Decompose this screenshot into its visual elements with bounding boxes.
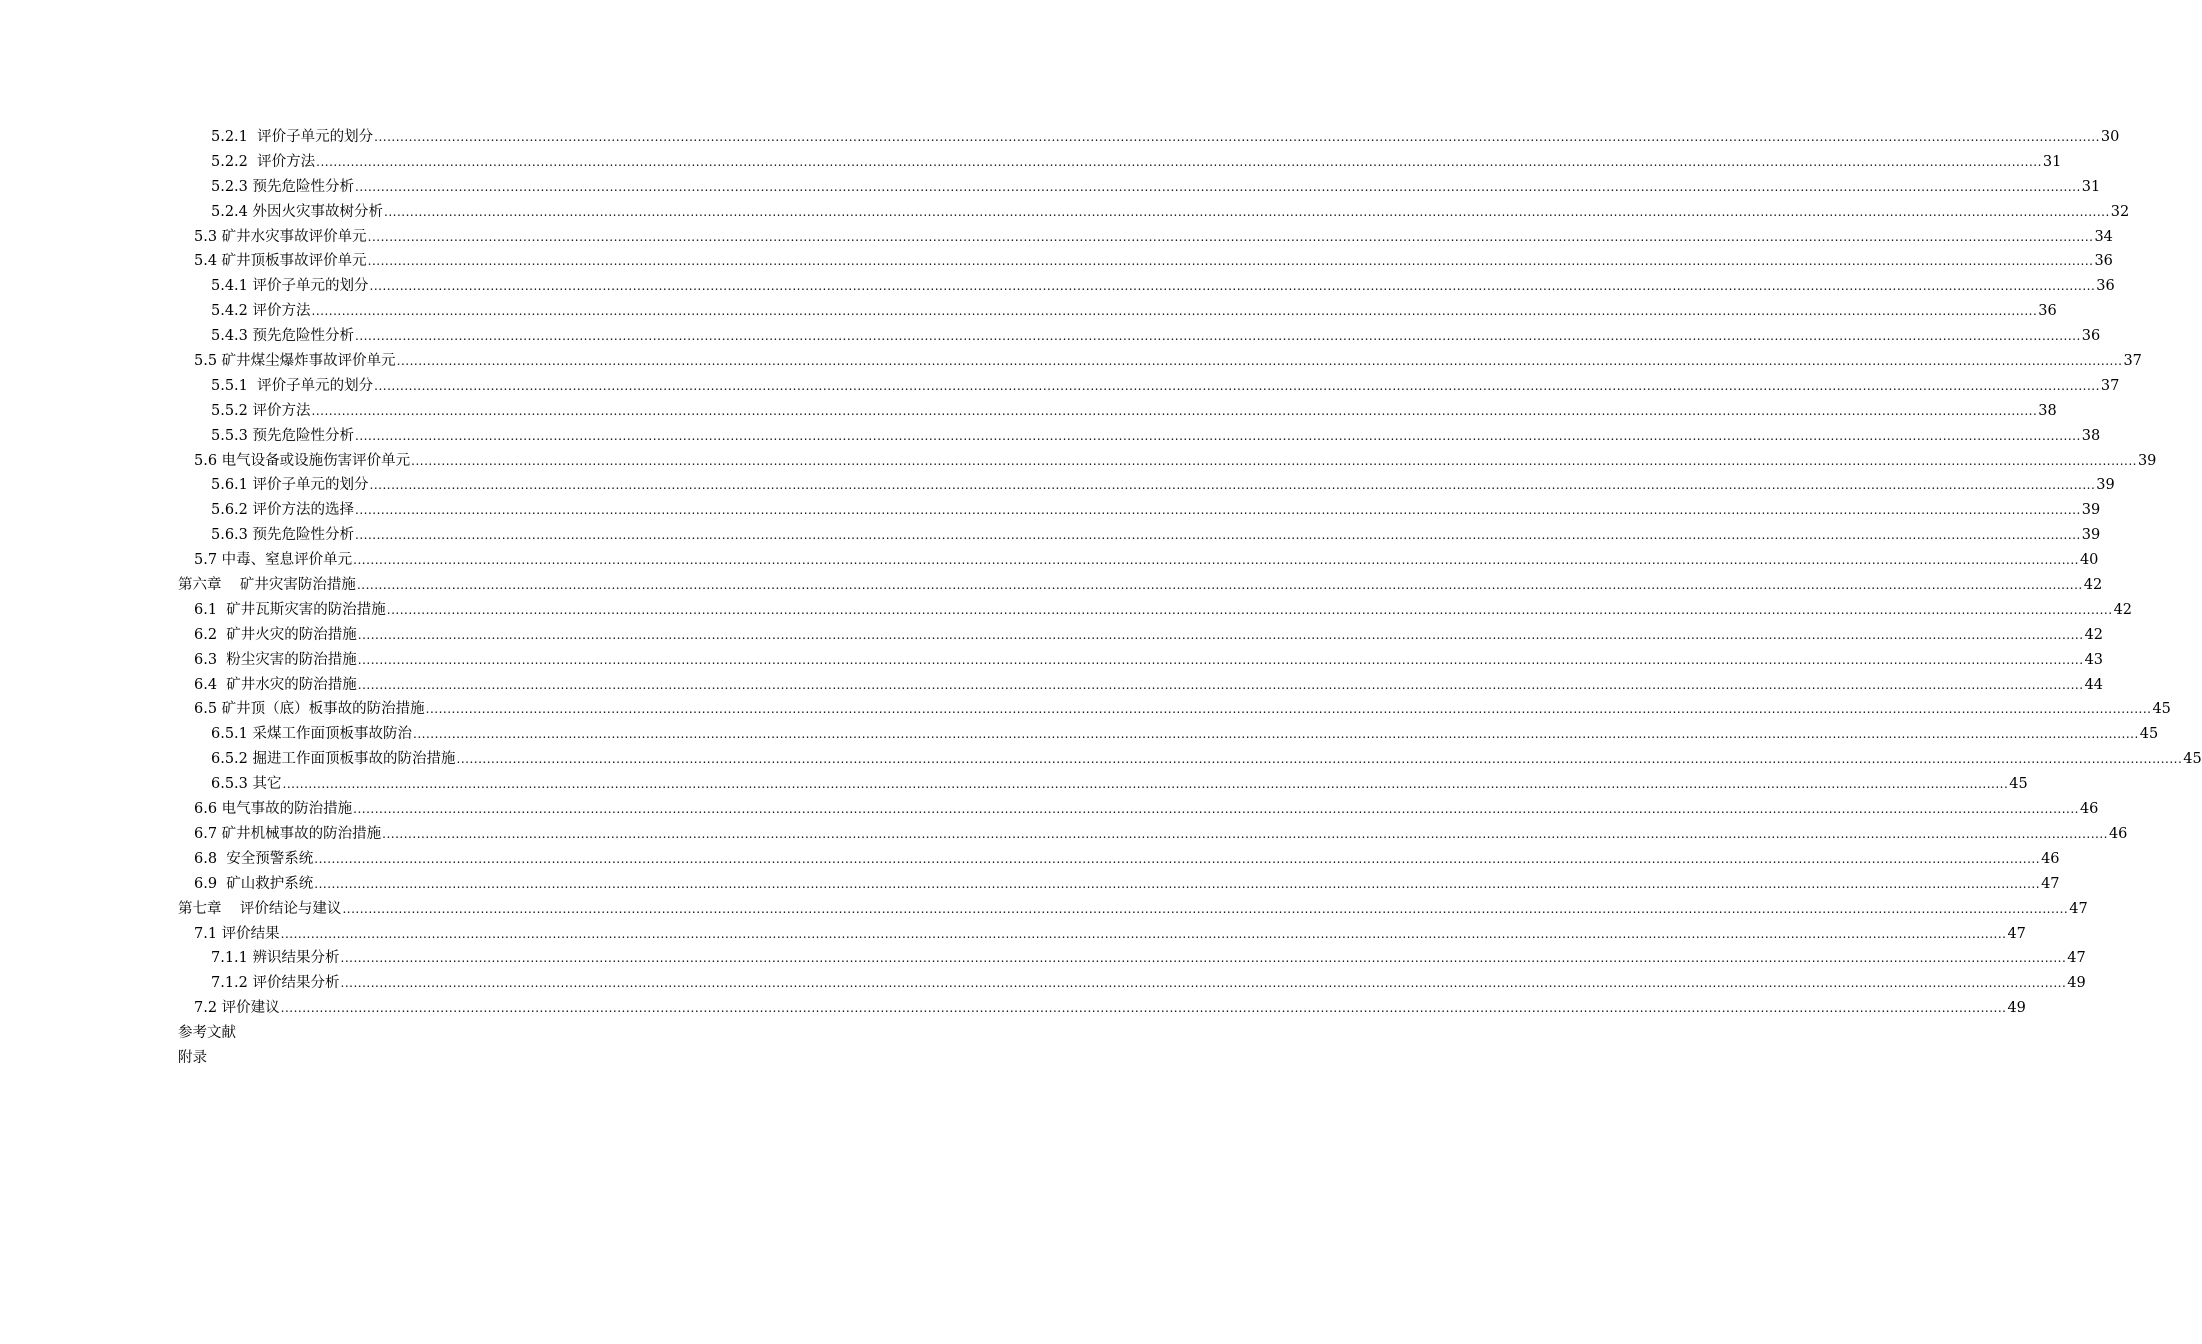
toc-entry-line (211, 125, 2120, 150)
toc-entry[interactable] (0, 175, 2101, 200)
toc-entry[interactable] (0, 847, 2060, 872)
toc-entry-title: 5.6.1 评价子单元的划分 (211, 477, 369, 494)
toc-dot-leader: ................................................................................................................................................................................................................................................................................................................................................................................................................ (355, 179, 2081, 194)
toc-entry-title: 附录 (178, 1049, 207, 1066)
toc-dot-leader: ................................................................................................................................................................................................................................................................................................................................................................................................................ (382, 826, 2108, 841)
toc-dot-leader: ................................................................................................................................................................................................................................................................................................................................................................................................................ (311, 304, 2038, 319)
toc-entry-title: 5.4.1 评价子单元的划分 (211, 278, 369, 295)
toc-entry-page-number: 49 (2067, 975, 2086, 992)
toc-entry-line (194, 648, 2104, 673)
toc-dot-leader: ................................................................................................................................................................................................................................................................................................................................................................................................................ (456, 752, 2183, 767)
toc-entry-title: 6.4 矿井水灾的防治措施 (194, 676, 357, 693)
toc-entry-line (178, 573, 2103, 598)
toc-entry[interactable] (0, 299, 2057, 324)
toc-dot-leader: ................................................................................................................................................................................................................................................................................................................................................................................................................ (282, 777, 2009, 792)
toc-entry-line (194, 822, 2128, 847)
toc-entry-title: 7.2 评价建议 (194, 1000, 280, 1017)
table-of-contents (0, 125, 2202, 1071)
toc-entry-title: 6.9 矿山救护系统 (194, 875, 314, 892)
toc-entry-line (211, 747, 2202, 772)
toc-entry-page-number: 45 (2183, 751, 2202, 768)
toc-entry-title: 第七章 评价结论与建议 (178, 900, 342, 917)
toc-entry-page-number: 31 (2042, 153, 2062, 170)
toc-entry-line (194, 349, 2142, 374)
toc-dot-leader: ................................................................................................................................................................................................................................................................................................................................................................................................................ (355, 329, 2081, 344)
toc-dot-leader: ................................................................................................................................................................................................................................................................................................................................................................................................................ (357, 652, 2084, 667)
toc-entry[interactable] (0, 125, 2120, 150)
toc-entry-page-number: 36 (2096, 278, 2115, 295)
toc-entry-line (194, 673, 2104, 698)
toc-entry-title: 6.5.2 掘进工作面顶板事故的防治措施 (211, 751, 456, 768)
toc-entry-page-number: 39 (2081, 527, 2101, 544)
toc-entry-title: 6.3 粉尘灾害的防治措施 (194, 651, 357, 668)
toc-entry-line (211, 473, 2115, 498)
toc-dot-leader: ................................................................................................................................................................................................................................................................................................................................................................................................................ (353, 802, 2079, 817)
toc-entry-page-number: 42 (2113, 601, 2133, 618)
toc-entry[interactable] (0, 897, 2088, 922)
toc-entry-page-number: 37 (2123, 353, 2142, 370)
toc-entry-line (211, 946, 2086, 971)
toc-entry-line (211, 498, 2101, 523)
toc-entry-line (194, 872, 2060, 897)
toc-entry[interactable] (0, 374, 2120, 399)
toc-entry[interactable] (0, 523, 2101, 548)
toc-entry-title: 5.5 矿井煤尘爆炸事故评价单元 (194, 353, 396, 370)
toc-entry-title: 7.1 评价结果 (194, 925, 280, 942)
toc-entry[interactable] (0, 249, 2113, 274)
toc-dot-leader: ................................................................................................................................................................................................................................................................................................................................................................................................................ (411, 453, 2137, 468)
toc-entry-title: 5.5.2 评价方法 (211, 402, 311, 419)
toc-entry-line (211, 374, 2120, 399)
toc-entry-page-number: 45 (2139, 726, 2159, 743)
toc-dot-leader: ................................................................................................................................................................................................................................................................................................................................................................................................................ (386, 602, 2113, 617)
toc-entry-title: 6.5.1 采煤工作面顶板事故防治 (211, 726, 413, 743)
toc-dot-leader: ................................................................................................................................................................................................................................................................................................................................................................................................................ (374, 130, 2100, 144)
toc-dot-leader: ................................................................................................................................................................................................................................................................................................................................................................................................................ (342, 901, 2069, 916)
toc-entry-unnumbered[interactable] (0, 1046, 950, 1071)
toc-entry-page-number: 43 (2084, 651, 2104, 668)
toc-entry-page-number: 46 (2108, 825, 2128, 842)
toc-entry-title: 6.8 安全预警系统 (194, 850, 314, 867)
toc-dot-leader: ................................................................................................................................................................................................................................................................................................................................................................................................................ (413, 727, 2139, 742)
toc-entry-line (194, 623, 2104, 648)
toc-dot-leader: ................................................................................................................................................................................................................................................................................................................................................................................................................ (357, 677, 2084, 692)
toc-entry-line (178, 897, 2088, 922)
toc-entry-line (194, 996, 2026, 1021)
toc-entry-line (211, 150, 2062, 175)
toc-entry-page-number: 39 (2081, 502, 2101, 519)
toc-entry-line (194, 249, 2113, 274)
toc-entry-line (194, 548, 2099, 573)
toc-entry-page-number: 31 (2081, 178, 2101, 195)
toc-entry[interactable] (0, 722, 2159, 747)
toc-entry-page-number: 40 (2079, 552, 2099, 569)
toc-dot-leader: ................................................................................................................................................................................................................................................................................................................................................................................................................ (369, 279, 2096, 294)
toc-entry[interactable] (0, 772, 2028, 797)
toc-entry-title: 5.5.1 评价子单元的划分 (211, 377, 374, 394)
toc-dot-leader: ................................................................................................................................................................................................................................................................................................................................................................................................................ (316, 154, 2042, 169)
toc-entry-page-number: 30 (2100, 129, 2120, 145)
toc-entry-page-number: 32 (2110, 203, 2130, 220)
toc-dot-leader: ................................................................................................................................................................................................................................................................................................................................................................................................................ (355, 503, 2081, 518)
toc-entry[interactable] (0, 648, 2104, 673)
toc-entry-page-number: 47 (2007, 925, 2026, 942)
toc-entry-page-number: 45 (2009, 776, 2028, 793)
toc-dot-leader: ................................................................................................................................................................................................................................................................................................................................................................................................................ (340, 976, 2067, 991)
toc-entry[interactable] (0, 150, 2062, 175)
toc-entry-title: 6.7 矿井机械事故的防治措施 (194, 825, 382, 842)
toc-entry[interactable] (0, 424, 2101, 449)
toc-dot-leader: ................................................................................................................................................................................................................................................................................................................................................................................................................ (355, 428, 2081, 443)
toc-entry-page-number: 39 (2137, 452, 2157, 469)
toc-entry[interactable] (0, 872, 2060, 897)
toc-entry[interactable] (0, 623, 2104, 648)
toc-entry-page-number: 45 (2152, 701, 2171, 718)
toc-entry[interactable] (0, 274, 2115, 299)
toc-entry-title: 5.2.2 评价方法 (211, 153, 316, 170)
toc-entry[interactable] (0, 225, 2113, 250)
toc-dot-leader: ................................................................................................................................................................................................................................................................................................................................................................................................................ (425, 702, 2152, 717)
toc-entry-line (194, 598, 2133, 623)
toc-entry-line (211, 424, 2101, 449)
toc-entry-title: 6.1 矿井瓦斯灾害的防治措施 (194, 601, 386, 618)
toc-entry[interactable] (0, 399, 2057, 424)
toc-entry-line (211, 772, 2028, 797)
toc-entry[interactable] (0, 673, 2104, 698)
toc-entry[interactable] (0, 548, 2099, 573)
toc-entry-title: 6.6 电气事故的防治措施 (194, 801, 353, 818)
toc-entry[interactable] (0, 349, 2142, 374)
toc-entry[interactable] (0, 946, 2086, 971)
toc-entry[interactable] (0, 822, 2128, 847)
toc-entry-line (178, 1021, 236, 1046)
toc-entry[interactable] (0, 449, 2157, 474)
toc-dot-leader: ................................................................................................................................................................................................................................................................................................................................................................................................................ (280, 926, 2007, 941)
toc-entry-page-number: 42 (2084, 626, 2104, 643)
toc-entry[interactable] (0, 324, 2101, 349)
toc-entry-line (194, 449, 2157, 474)
toc-entry-title: 5.6 电气设备或设施伤害评价单元 (194, 452, 411, 469)
toc-entry-line (194, 847, 2060, 872)
toc-entry-page-number: 34 (2094, 228, 2113, 245)
toc-dot-leader: ................................................................................................................................................................................................................................................................................................................................................................................................................ (367, 229, 2094, 244)
toc-dot-leader: ................................................................................................................................................................................................................................................................................................................................................................................................................ (384, 204, 2110, 219)
toc-dot-leader: ................................................................................................................................................................................................................................................................................................................................................................................................................ (280, 1001, 2007, 1016)
toc-entry-title: 7.1.1 辨识结果分析 (211, 950, 340, 967)
toc-entry-title: 6.5 矿井顶（底）板事故的防治措施 (194, 701, 425, 718)
toc-entry[interactable] (0, 922, 2026, 947)
toc-entry-page-number: 36 (2081, 328, 2101, 345)
toc-dot-leader: ................................................................................................................................................................................................................................................................................................................................................................................................................ (311, 403, 2038, 418)
toc-entry-page-number: 38 (2038, 402, 2057, 419)
toc-entry-line (211, 175, 2101, 200)
toc-entry[interactable] (0, 498, 2101, 523)
toc-entry-line (211, 523, 2101, 548)
toc-entry[interactable] (0, 747, 2202, 772)
toc-entry-line (211, 971, 2086, 996)
toc-entry[interactable] (0, 797, 2099, 822)
toc-entry-page-number: 44 (2084, 676, 2104, 693)
toc-dot-leader: ................................................................................................................................................................................................................................................................................................................................................................................................................ (355, 528, 2081, 543)
toc-dot-leader: ................................................................................................................................................................................................................................................................................................................................................................................................................ (340, 951, 2067, 966)
toc-dot-leader: ................................................................................................................................................................................................................................................................................................................................................................................................................ (357, 627, 2084, 642)
toc-entry-title: 5.3 矿井水灾事故评价单元 (194, 228, 367, 245)
toc-entry-title: 5.6.2 评价方法的选择 (211, 502, 355, 519)
toc-entry-page-number: 39 (2096, 477, 2115, 494)
toc-entry-title: 第六章 矿井灾害防治措施 (178, 577, 356, 594)
toc-entry-line (178, 1046, 207, 1071)
toc-dot-leader: ................................................................................................................................................................................................................................................................................................................................................................................................................ (374, 378, 2100, 393)
toc-entry-page-number: 38 (2081, 427, 2101, 444)
toc-entry-title: 5.2.3 预先危险性分析 (211, 178, 355, 195)
toc-entry-title: 5.5.3 预先危险性分析 (211, 427, 355, 444)
toc-entry-title: 6.2 矿井火灾的防治措施 (194, 626, 357, 643)
toc-entry-title: 5.6.3 预先危险性分析 (211, 527, 355, 544)
toc-entry-page-number: 36 (2038, 303, 2057, 320)
toc-entry-line (211, 722, 2159, 747)
toc-entry-page-number: 46 (2041, 850, 2060, 867)
toc-entry[interactable] (0, 573, 2103, 598)
toc-entry-page-number: 36 (2094, 253, 2113, 270)
toc-dot-leader: ................................................................................................................................................................................................................................................................................................................................................................................................................ (396, 354, 2123, 369)
toc-entry-page-number: 49 (2007, 1000, 2026, 1017)
toc-entry[interactable] (0, 598, 2133, 623)
toc-entry-line (194, 697, 2171, 722)
toc-entry-title: 6.5.3 其它 (211, 776, 282, 793)
toc-entry-line (211, 200, 2130, 225)
toc-dot-leader: ................................................................................................................................................................................................................................................................................................................................................................................................................ (367, 254, 2094, 269)
toc-entry-line (211, 399, 2057, 424)
toc-dot-leader: ................................................................................................................................................................................................................................................................................................................................................................................................................ (369, 478, 2096, 493)
toc-entry-line (211, 299, 2057, 324)
toc-entry[interactable] (0, 200, 2130, 225)
toc-entry-title: 5.4 矿井顶板事故评价单元 (194, 253, 367, 270)
toc-entry-page-number: 42 (2083, 577, 2103, 594)
toc-entry[interactable] (0, 971, 2086, 996)
toc-entry-title: 5.2.4 外因火灾事故树分析 (211, 203, 384, 220)
toc-entry-page-number: 37 (2100, 377, 2120, 394)
toc-entry-title: 5.7 中毒、窒息评价单元 (194, 552, 353, 569)
toc-dot-leader: ................................................................................................................................................................................................................................................................................................................................................................................................................ (314, 876, 2041, 891)
toc-dot-leader: ................................................................................................................................................................................................................................................................................................................................................................................................................ (353, 553, 2079, 568)
toc-entry-line (194, 225, 2113, 250)
toc-entry-line (211, 324, 2101, 349)
toc-entry[interactable] (0, 473, 2115, 498)
toc-dot-leader: ................................................................................................................................................................................................................................................................................................................................................................................................................ (356, 578, 2083, 593)
toc-entry-title: 7.1.2 评价结果分析 (211, 975, 340, 992)
toc-entry-page-number: 47 (2041, 875, 2060, 892)
toc-entry-title: 5.4.2 评价方法 (211, 303, 311, 320)
toc-entry-title: 5.2.1 评价子单元的划分 (211, 129, 374, 145)
toc-entry[interactable] (0, 996, 2026, 1021)
toc-entry-line (194, 797, 2099, 822)
toc-entry-page-number: 46 (2079, 801, 2099, 818)
toc-entry-title: 5.4.3 预先危险性分析 (211, 328, 355, 345)
toc-entry-title: 参考文献 (178, 1025, 236, 1042)
toc-entry-line (194, 922, 2026, 947)
toc-entry-page-number: 47 (2069, 900, 2088, 917)
toc-entry[interactable] (0, 697, 2171, 722)
toc-entry-line (211, 274, 2115, 299)
toc-entry-unnumbered[interactable] (0, 1021, 950, 1046)
toc-entry-page-number: 47 (2067, 950, 2086, 967)
toc-dot-leader: ................................................................................................................................................................................................................................................................................................................................................................................................................ (314, 851, 2041, 866)
